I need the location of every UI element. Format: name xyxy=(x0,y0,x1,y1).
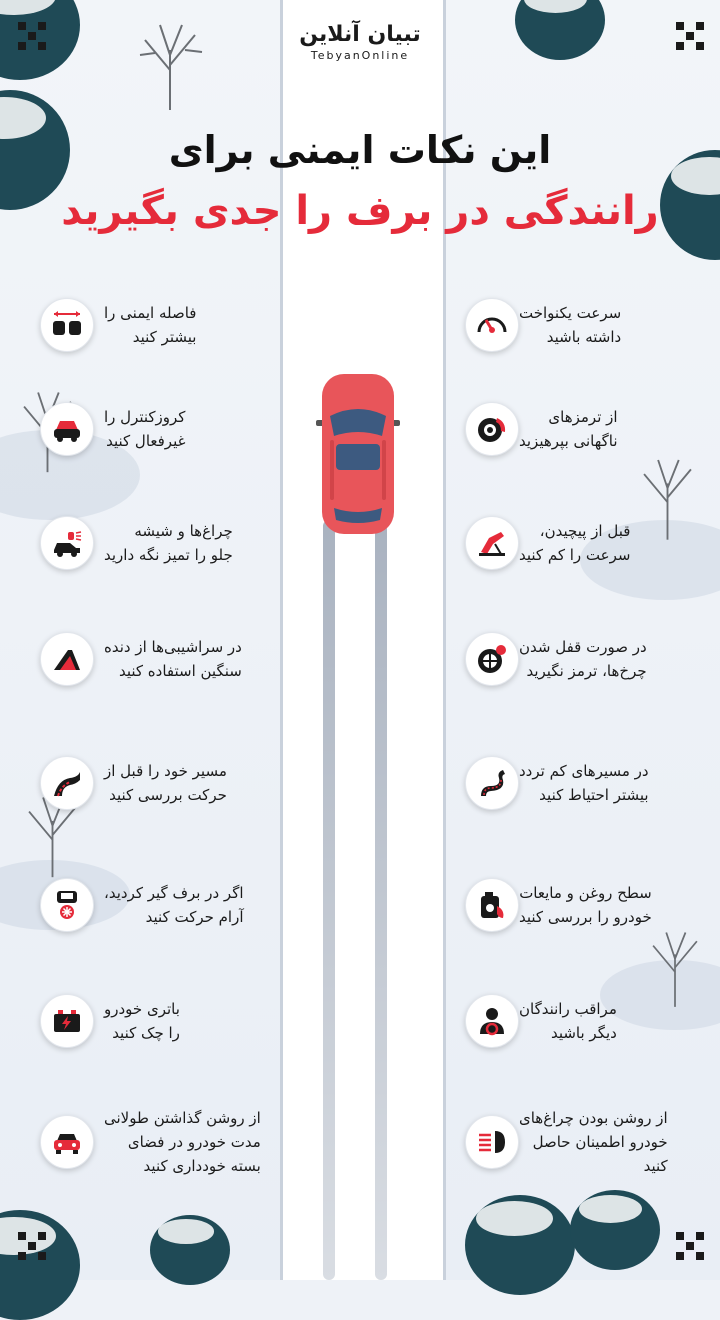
tip-left-8 xyxy=(40,1106,265,1178)
tip-text: جلو را تمیز نگه دارید xyxy=(104,546,233,564)
title-line-1: این نکات ایمنی برای xyxy=(168,128,552,172)
tip-text: باتری خودرو xyxy=(104,1000,180,1018)
tip-left-3 xyxy=(40,516,265,570)
snow-stuck-icon xyxy=(40,878,94,932)
tip-text: اگر در برف گیر کردید، xyxy=(104,884,244,902)
bush xyxy=(570,1190,660,1270)
tire-track-right xyxy=(375,520,387,1280)
tip-text: بیشتر کنید xyxy=(132,328,197,346)
tip-right-8 xyxy=(465,1106,700,1178)
tip-right-5 xyxy=(465,756,700,810)
pedal-icon xyxy=(465,516,519,570)
tip-text: چراغ‌ها و شیشه xyxy=(134,522,233,540)
tip-text: سرعت یکنواخت xyxy=(519,304,622,322)
tip-text: حرکت بررسی کنید xyxy=(109,786,227,804)
tip-text: از ترمزهای xyxy=(548,408,618,426)
tip-right-2 xyxy=(465,402,700,456)
winding-road-icon xyxy=(465,756,519,810)
brake-disc-icon xyxy=(465,402,519,456)
tip-text: آرام حرکت کنید xyxy=(145,908,244,926)
tip-text: از روشن گذاشتن طولانی xyxy=(104,1109,261,1127)
tip-text: را چک کنید xyxy=(112,1024,180,1042)
tip-right-6 xyxy=(465,878,700,932)
tip-left-4 xyxy=(40,632,265,686)
tip-left-1 xyxy=(40,298,265,352)
tip-text: فاصله ایمنی را xyxy=(104,304,197,322)
title-line-2: رانندگی در برف را جدی بگیرید xyxy=(61,188,659,234)
brand-logo xyxy=(0,22,720,62)
tip-text: سطح روغن و مایعات xyxy=(519,884,652,902)
tip-text: خودرو را بررسی کنید xyxy=(519,908,652,926)
bush xyxy=(150,1215,230,1285)
pixel-decoration xyxy=(18,1232,48,1262)
cruise-control-icon xyxy=(40,402,94,456)
distance-icon xyxy=(40,298,94,352)
tip-text: قبل از پیچیدن، xyxy=(539,522,631,540)
driver-icon xyxy=(465,994,519,1048)
slope-icon xyxy=(40,632,94,686)
tip-right-7 xyxy=(465,994,700,1048)
tip-text: در سراشیبی‌ها از دنده xyxy=(104,638,242,656)
tip-left-5 xyxy=(40,756,265,810)
tire-track-left xyxy=(323,520,335,1280)
bush xyxy=(465,1195,575,1295)
car-front-icon xyxy=(40,1115,94,1169)
battery-icon xyxy=(40,994,94,1048)
headlight-car-icon xyxy=(40,516,94,570)
headlight-icon xyxy=(465,1115,519,1169)
tip-text: سنگین استفاده کنید xyxy=(118,662,242,680)
tip-left-7 xyxy=(40,994,265,1048)
brand-name-fa: تبیان آنلاین xyxy=(299,22,421,47)
tip-text: خودرو اطمینان حاصل xyxy=(532,1133,668,1151)
wheel-lock-icon xyxy=(465,632,519,686)
tip-right-4 xyxy=(465,632,700,686)
tip-right-3 xyxy=(465,516,700,570)
oil-can-icon xyxy=(465,878,519,932)
tip-text: داشته باشید xyxy=(546,328,622,346)
tip-left-6 xyxy=(40,878,265,932)
tip-text: در صورت قفل شدن xyxy=(519,638,647,656)
tip-text: غیرفعال کنید xyxy=(106,432,186,450)
tip-text: در مسیرهای کم تردد xyxy=(519,762,649,780)
tip-text: بسته خودداری کنید xyxy=(143,1157,261,1175)
tip-text: کروزکنترل را xyxy=(104,408,186,426)
tip-text: ناگهانی بپرهیزید xyxy=(519,432,618,450)
tip-text: مدت خودرو در فضای xyxy=(127,1133,261,1151)
pixel-decoration xyxy=(676,1232,706,1262)
tip-right-1 xyxy=(465,298,700,352)
tip-text: دیگر باشید xyxy=(550,1024,617,1042)
tip-left-2 xyxy=(40,402,265,456)
speedometer-icon xyxy=(465,298,519,352)
tip-text: مسیر خود را قبل از xyxy=(104,762,227,780)
tip-text: کنید xyxy=(643,1157,668,1175)
tip-text: از روشن بودن چراغ‌های xyxy=(519,1109,668,1127)
tip-text: سرعت را کم کنید xyxy=(519,546,631,564)
car-top-view xyxy=(308,368,408,540)
brand-name-en: TebyanOnline xyxy=(310,49,410,62)
tip-text: چرخ‌ها، ترمز نگیرید xyxy=(526,662,647,680)
road-route-icon xyxy=(40,756,94,810)
tip-text: مراقب رانندگان xyxy=(519,1000,617,1018)
tip-text: بیشتر احتیاط کنید xyxy=(539,786,649,804)
